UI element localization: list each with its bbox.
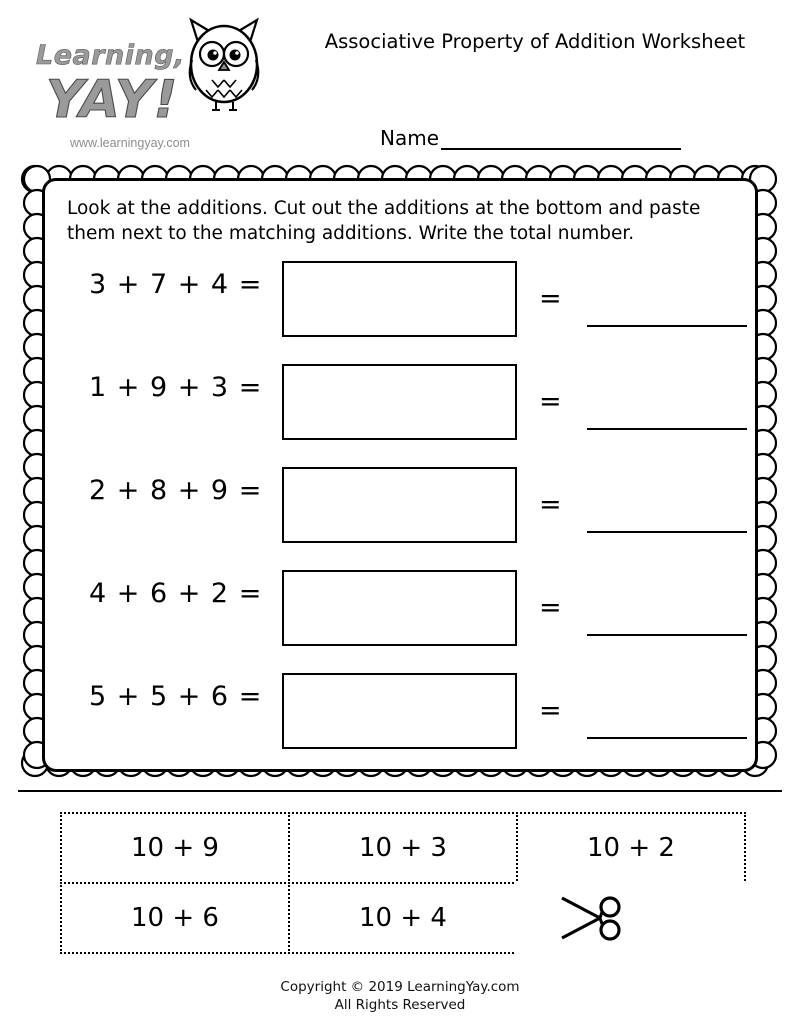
cutout-card[interactable]: 10 + 9 [60,812,290,884]
name-field-row [380,126,681,150]
cutout-card[interactable]: 10 + 2 [516,812,746,884]
owl-icon [178,12,270,118]
page-header [0,0,800,160]
copyright-text: Copyright © 2019 LearningYay.com [280,979,520,995]
name-input[interactable] [441,131,681,150]
paste-answer-box[interactable] [282,364,517,440]
total-answer-line[interactable] [587,325,747,327]
problem-expression: 3 + 7 + 4 = [89,268,263,300]
problem-row [67,253,733,356]
problem-row [67,562,733,665]
logo-url: www.learningyay.com [70,136,190,150]
name-label: Name [380,126,440,150]
paste-answer-box[interactable] [282,570,517,646]
problem-expression: 4 + 6 + 2 = [89,577,263,609]
worksheet-main-box [42,178,758,772]
total-answer-line[interactable] [587,737,747,739]
cutout-card[interactable]: 10 + 6 [60,882,290,954]
cut-line-divider [18,790,782,792]
site-logo [28,10,278,155]
cutout-card[interactable]: 10 + 3 [288,812,518,884]
cutout-card[interactable]: 10 + 4 [288,882,518,954]
equals-sign: = [539,694,562,726]
page-footer [0,978,800,1014]
total-answer-line[interactable] [587,531,747,533]
page-title: Associative Property of Addition Worksheet [324,30,746,53]
paste-answer-box[interactable] [282,673,517,749]
scissors-cell [516,882,746,954]
scissors-icon [556,890,626,946]
cutout-row [60,882,750,952]
problem-row [67,459,733,562]
problem-expression: 1 + 9 + 3 = [89,371,263,403]
logo-line1: Learning, [36,40,185,71]
total-answer-line[interactable] [587,428,747,430]
problem-expression: 5 + 5 + 6 = [89,680,263,712]
cutout-grid [60,812,750,952]
cutout-row [60,812,750,882]
equals-sign: = [539,385,562,417]
instructions-text: Look at the additions. Cut out the additions at the bottom and paste them next to the matching additions. Write the total number. [67,198,701,244]
paste-answer-box[interactable] [282,261,517,337]
rights-text: All Rights Reserved [334,997,466,1014]
equals-sign: = [539,282,562,314]
paste-answer-box[interactable] [282,467,517,543]
problem-row [67,356,733,459]
equals-sign: = [539,488,562,520]
equals-sign: = [539,591,562,623]
total-answer-line[interactable] [587,634,747,636]
problem-row [67,665,733,768]
logo-line2: YAY! [46,70,179,130]
problem-expression: 2 + 8 + 9 = [89,474,263,506]
